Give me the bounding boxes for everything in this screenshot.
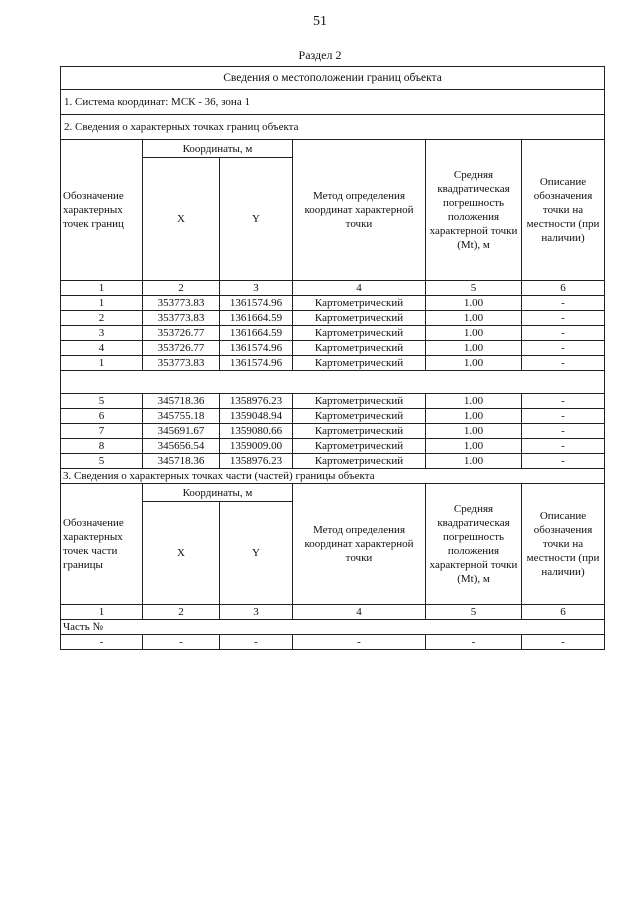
coord-x: 353773.83 xyxy=(143,356,220,371)
coord-x: 345691.67 xyxy=(143,424,220,439)
table-row xyxy=(61,326,605,341)
column-number: 5 xyxy=(426,605,522,620)
table-title: Сведения о местоположении границ объекта xyxy=(61,67,605,90)
header-error: Средняя квадратическая погрешность положения характерной точки (Mt), м xyxy=(426,140,522,281)
point-number: 3 xyxy=(61,326,143,341)
coord-y: 1361664.59 xyxy=(220,326,293,341)
error-cell: 1.00 xyxy=(426,356,522,371)
point-number: 6 xyxy=(61,409,143,424)
coord-y: 1358976.23 xyxy=(220,454,293,469)
method-cell: Картометрический xyxy=(293,394,426,409)
header-x: X xyxy=(143,502,220,605)
coord-y: 1361574.96 xyxy=(220,341,293,356)
error-cell: 1.00 xyxy=(426,394,522,409)
dash-cell: - xyxy=(61,635,143,650)
dash-cell: - xyxy=(522,635,605,650)
method-cell: Картометрический xyxy=(293,424,426,439)
method-cell: Картометрический xyxy=(293,409,426,424)
part-label: Часть № xyxy=(61,620,605,635)
description-cell: - xyxy=(522,341,605,356)
header-description: Описание обозначения точки на местности (при наличии) xyxy=(522,484,605,605)
column-number: 6 xyxy=(522,605,605,620)
section2-heading: 2. Сведения о характерных точках границ объекта xyxy=(61,115,605,140)
coord-y: 1361574.96 xyxy=(220,296,293,311)
coord-y: 1361664.59 xyxy=(220,311,293,326)
method-cell: Картометрический xyxy=(293,296,426,311)
table-row xyxy=(61,424,605,439)
error-cell: 1.00 xyxy=(426,326,522,341)
description-cell: - xyxy=(522,424,605,439)
point-number: 5 xyxy=(61,454,143,469)
column-number: 1 xyxy=(61,605,143,620)
column-number: 5 xyxy=(426,281,522,296)
table-row xyxy=(61,409,605,424)
coord-x: 345656.54 xyxy=(143,439,220,454)
column-number: 2 xyxy=(143,281,220,296)
description-cell: - xyxy=(522,439,605,454)
header-method: Метод определения координат характерной точки xyxy=(293,484,426,605)
point-number: 1 xyxy=(61,296,143,311)
method-cell: Картометрический xyxy=(293,439,426,454)
description-cell: - xyxy=(522,409,605,424)
error-cell: 1.00 xyxy=(426,341,522,356)
point-number: 1 xyxy=(61,356,143,371)
point-number: 7 xyxy=(61,424,143,439)
error-cell: 1.00 xyxy=(426,409,522,424)
method-cell: Картометрический xyxy=(293,311,426,326)
coord-y: 1359009.00 xyxy=(220,439,293,454)
column-number: 3 xyxy=(220,281,293,296)
contour-separator xyxy=(61,371,605,394)
table-row xyxy=(61,394,605,409)
coord-x: 353726.77 xyxy=(143,341,220,356)
coord-system-row: 1. Система координат: МСК - 36, зона 1 xyxy=(61,90,605,115)
header-y: Y xyxy=(220,502,293,605)
header-y: Y xyxy=(220,158,293,281)
boundary-table xyxy=(60,66,605,650)
point-number: 8 xyxy=(61,439,143,454)
table-row xyxy=(61,311,605,326)
table-row xyxy=(61,296,605,311)
error-cell: 1.00 xyxy=(426,311,522,326)
error-cell: 1.00 xyxy=(426,454,522,469)
point-number: 4 xyxy=(61,341,143,356)
header-method: Метод определения координат характерной точки xyxy=(293,140,426,281)
header-coordinates: Координаты, м xyxy=(143,484,293,502)
header-designation: Обозначение характерных точек границ xyxy=(61,140,143,281)
method-cell: Картометрический xyxy=(293,356,426,371)
method-cell: Картометрический xyxy=(293,454,426,469)
coord-x: 353773.83 xyxy=(143,311,220,326)
header-description: Описание обозначения точки на местности (при наличии) xyxy=(522,140,605,281)
table-row xyxy=(61,356,605,371)
description-cell: - xyxy=(522,394,605,409)
error-cell: 1.00 xyxy=(426,424,522,439)
point-number: 5 xyxy=(61,394,143,409)
header-coordinates: Координаты, м xyxy=(143,140,293,158)
description-cell: - xyxy=(522,356,605,371)
coord-x: 353726.77 xyxy=(143,326,220,341)
section-label: Раздел 2 xyxy=(298,48,342,62)
method-cell: Картометрический xyxy=(293,326,426,341)
header-x: X xyxy=(143,158,220,281)
coord-y: 1359048.94 xyxy=(220,409,293,424)
column-number: 4 xyxy=(293,281,426,296)
error-cell: 1.00 xyxy=(426,439,522,454)
table-row xyxy=(61,454,605,469)
coord-y: 1359080.66 xyxy=(220,424,293,439)
column-number: 6 xyxy=(522,281,605,296)
coord-x: 345755.18 xyxy=(143,409,220,424)
table-row xyxy=(61,635,605,650)
header-designation: Обозначение характерных точек части границы xyxy=(61,484,143,605)
table-row xyxy=(61,341,605,356)
method-cell: Картометрический xyxy=(293,341,426,356)
column-number: 4 xyxy=(293,605,426,620)
coord-y: 1361574.96 xyxy=(220,356,293,371)
dash-cell: - xyxy=(220,635,293,650)
description-cell: - xyxy=(522,311,605,326)
dash-cell: - xyxy=(293,635,426,650)
description-cell: - xyxy=(522,326,605,341)
column-number: 1 xyxy=(61,281,143,296)
error-cell: 1.00 xyxy=(426,296,522,311)
description-cell: - xyxy=(522,296,605,311)
column-number: 2 xyxy=(143,605,220,620)
point-number: 2 xyxy=(61,311,143,326)
column-number: 3 xyxy=(220,605,293,620)
description-cell: - xyxy=(522,454,605,469)
dash-cell: - xyxy=(426,635,522,650)
header-error: Средняя квадратическая погрешность положения характерной точки (Mt), м xyxy=(426,484,522,605)
section3-heading: 3. Сведения о характерных точках части (частей) границы объекта xyxy=(61,469,605,484)
page-number: 51 xyxy=(313,14,327,29)
coord-x: 353773.83 xyxy=(143,296,220,311)
coord-x: 345718.36 xyxy=(143,394,220,409)
table-row xyxy=(61,439,605,454)
coord-y: 1358976.23 xyxy=(220,394,293,409)
dash-cell: - xyxy=(143,635,220,650)
coord-x: 345718.36 xyxy=(143,454,220,469)
